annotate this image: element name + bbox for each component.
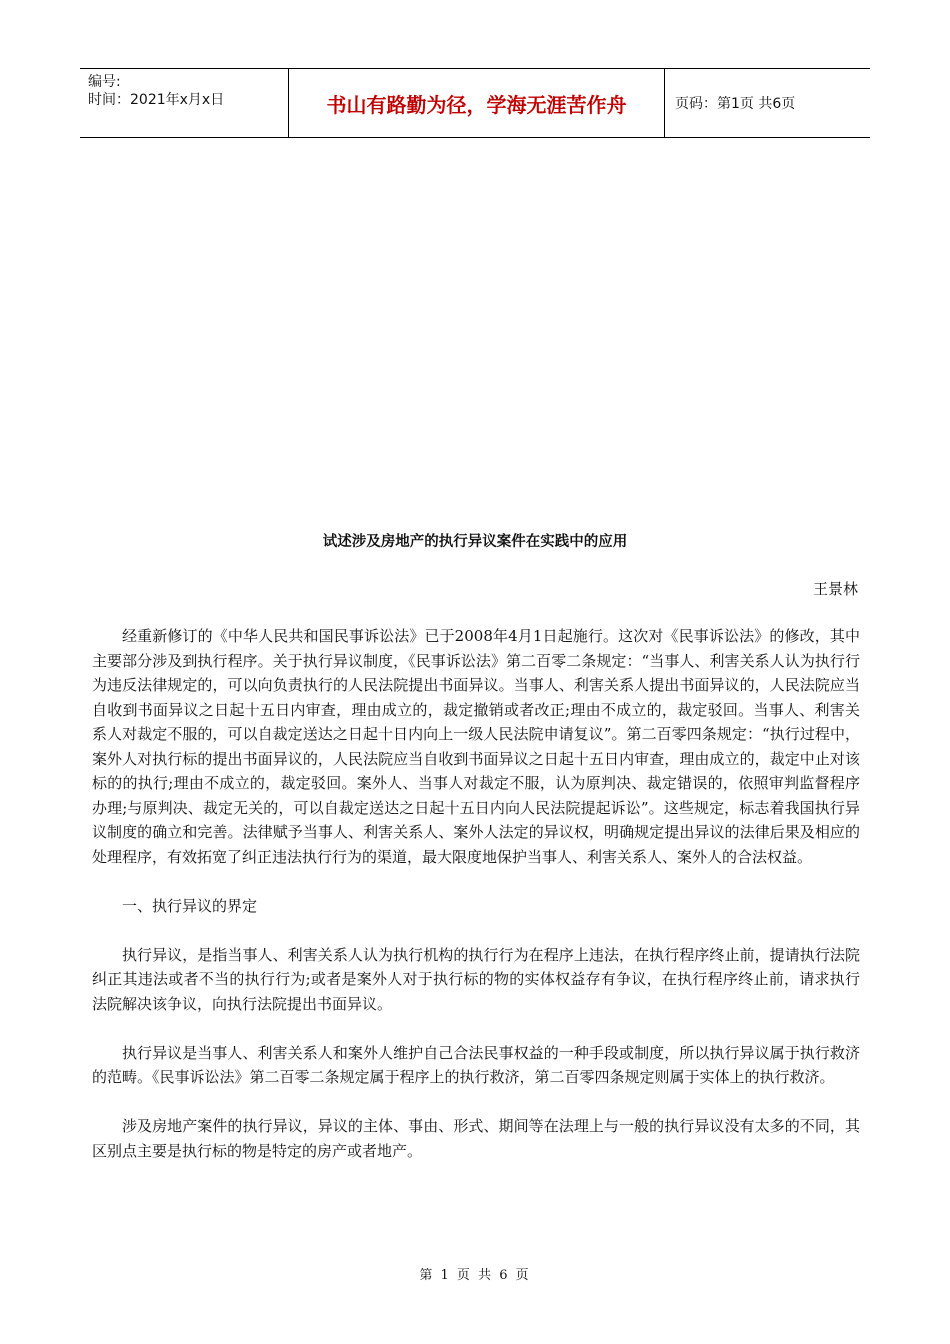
page-info: 页码：第1页 共6页 <box>675 96 796 112</box>
page-footer: 第 1 页 共 6 页 <box>419 1268 531 1283</box>
document-title: 试述涉及房地产的执行异议案件在实践中的应用 <box>322 534 628 550</box>
header-table <box>80 68 870 138</box>
header-meta-cell <box>80 69 289 137</box>
document-body <box>92 624 860 1188</box>
paragraph: 经重新修订的《中华人民共和国民事诉讼法》已于2008年4月1日起施行。这次对《民事诉讼法》的修改，其中主要部分涉及到执行程序。关于执行异议制度，《民事诉讼法》第二百零二条规定：“当事人、利害关系人认为执行行为违反法律规定的，可以向负责执行的人民法院提出书面异议。当事人、利害关系人提出书面异议的，人民法院应当自收到书面异议之日起十五日内审查，理由成立的，裁定撤销或者改正;理由不成立的，裁定驳回。当事人、利害关系人对裁定不服的，可以自裁定送达之日起十日内向上一级人民法院申请复议”。第二百零四条规定：“执行过程中，案外人对执行标的提出书面异议的，人民法院应当自收到书面异议之日起十五日内审查，理由成立的，裁定中止对该标的的执行;理由不成立的，裁定驳回。案外人、当事人对裁定不服，认为原判决、裁定错误的，依照审判监督程序办理;与原判决、裁定无关的，可以自裁定送达之日起十五日内向人民法院提起诉讼”。这些规定，标志着我国执行异议制度的确立和完善。法律赋予当事人、利害关系人、案外人法定的异议权，明确规定提出异议的法律后果及相应的处理程序，有效拓宽了纠正违法执行行为的渠道，最大限度地保护当事人、利害关系人、案外人的合法权益。 <box>92 627 860 866</box>
motto: 书山有路勤为径，学海无涯苦作舟 <box>289 69 665 137</box>
time-label: 时间：2021年x月x日 <box>88 92 225 108</box>
section-heading: 一、执行异议的界定 <box>122 896 258 915</box>
author: 王景林 <box>812 580 858 598</box>
paragraph: 执行异议，是指当事人、利害关系人认为执行机构的执行行为在程序上违法，在执行程序终止前，提请执行法院纠正其违法或者不当的执行行为;或者是案外人对于执行标的物的实体权益存有争议，在执行程序终止前，请求执行法院解决该争议，向执行法院提出书面异议。 <box>92 945 860 1013</box>
paragraph: 执行异议是当事人、利害关系人和案外人维护自己合法民事权益的一种手段或制度，所以执行异议属于执行救济的范畴。《民事诉讼法》第二百零二条规定属于程序上的执行救济，第二百零四条规定则属于实体上的执行救济。 <box>92 1043 860 1086</box>
paragraph: 涉及房地产案件的执行异议，异议的主体、事由、形式、期间等在法理上与一般的执行异议没有太多的不同，其区别点主要是执行标的物是特定的房产或者地产。 <box>92 1117 860 1160</box>
number-label: 编号: <box>88 74 121 90</box>
